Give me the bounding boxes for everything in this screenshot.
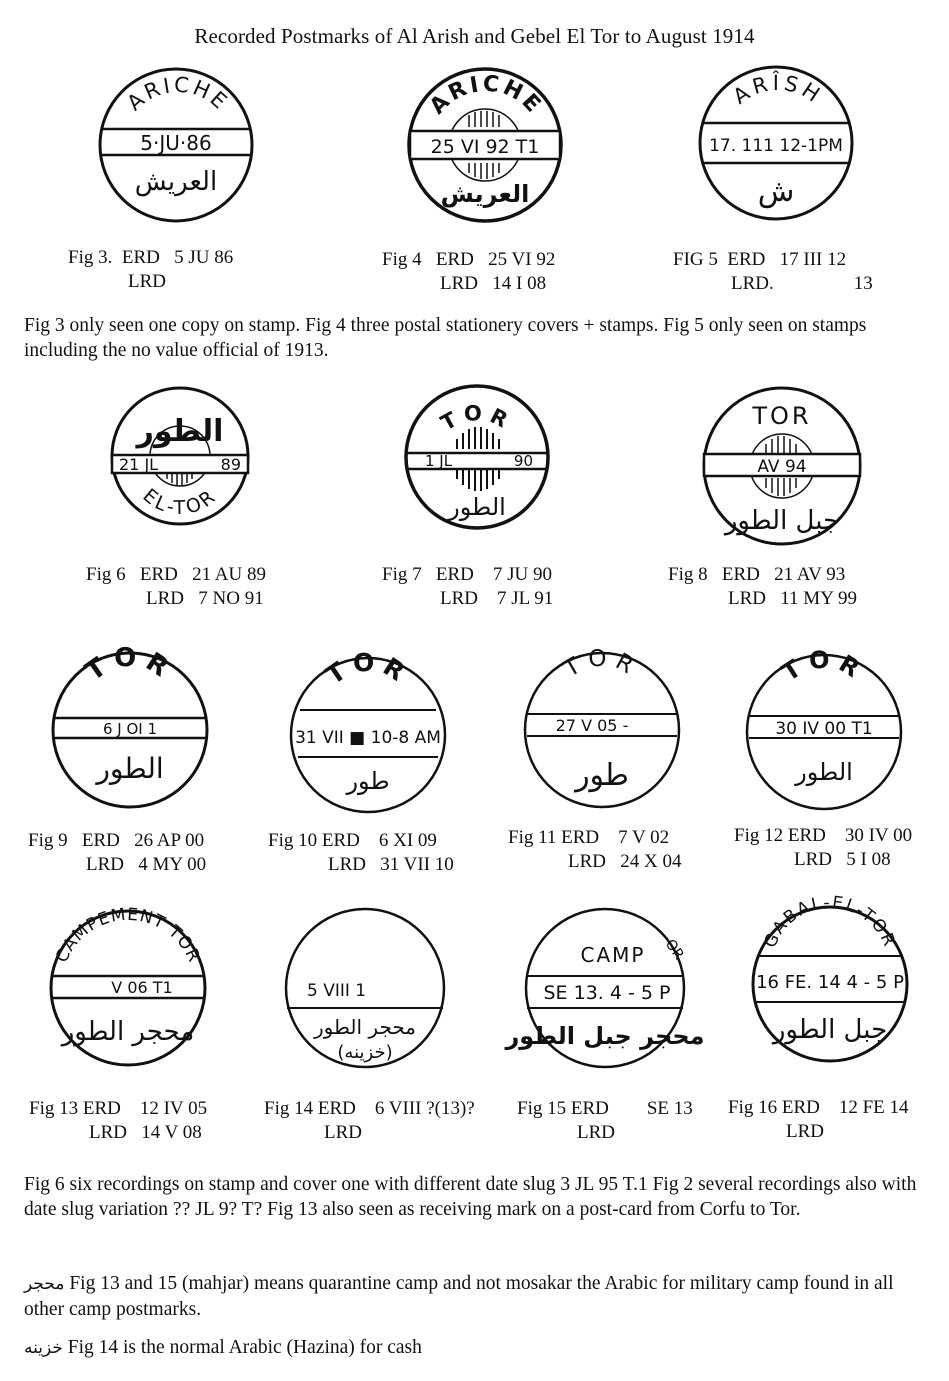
postmark-town: CAMPEMENT TOR (51, 904, 205, 966)
postmark-arabic: محجر الطور (61, 1017, 195, 1047)
postmark-date: AV 94 (757, 457, 807, 477)
fig-label: Fig 6 (86, 564, 126, 585)
postmark-town: EL-TOR (138, 484, 222, 520)
fig-label: Fig 11 (508, 827, 557, 848)
fig-label: Fig 13 (29, 1098, 79, 1119)
arabic-mahjar: محجر (24, 1274, 65, 1294)
caption-fig8: Fig 8 ERD 21 AV 93 LRD 11 MY 99 (668, 564, 857, 609)
caption-fig4: Fig 4 ERD 25 VI 92 LRD 14 I 08 (382, 249, 556, 294)
fig-label: Fig 9 (28, 830, 68, 851)
postmark-arabic: ش (757, 174, 795, 209)
postmark-town: GABAL-EL-TOR (760, 892, 900, 951)
caption-fig11: Fig 11 ERD 7 V 02 LRD 24 X 04 (508, 827, 682, 872)
fig-label: FIG 5 (673, 249, 718, 270)
postmark-date-day: 1 JL (425, 452, 453, 470)
postmark-arabic-cash: (خزينه) (337, 1042, 393, 1063)
postmark-town: ARICHE (122, 72, 234, 116)
postmark-town: TOR (80, 642, 180, 688)
postmark-arabic: محجر الطور (314, 1015, 416, 1039)
postmark-town: TOR (752, 402, 812, 430)
postmark-date: SE 13. 4 - 5 P (543, 982, 671, 1004)
svg-text:EL-TOR (139, 484, 222, 519)
caption-fig15: Fig 15 ERD SE 13 LRD (517, 1098, 693, 1143)
postmark-date: 5·JU·86 (140, 131, 212, 155)
postmark-fig10 (288, 647, 448, 815)
caption-fig16: Fig 16 ERD 12 FE 14 LRD (728, 1097, 909, 1142)
postmark-fig13 (48, 904, 208, 1068)
postmark-date: 17. 111 12-1PM (709, 136, 843, 156)
caption-fig14: Fig 14 ERD 6 VIII ?(13)? LRD (264, 1098, 475, 1143)
fig-label: Fig 10 (268, 830, 318, 851)
caption-fig10: Fig 10 ERD 6 XI 09 LRD 31 VII 10 (268, 830, 454, 875)
postmark-town: TOR (436, 401, 517, 436)
caption-fig5: FIG 5 ERD 17 III 12 LRD. 13 (673, 249, 873, 294)
postmark-fig16 (750, 892, 910, 1064)
note-fig6-fig13: Fig 6 six recordings on stamp and cover one with different date slug 3 JL 95 T.1 Fig 2 several recordings also with date slug variation ?? JL 9? T? Fig 13 also seen as receiving mark on a post-card from Corfu to Tor. (24, 1174, 917, 1220)
svg-text:TOR (80, 643, 179, 687)
postmark-date-year: 89 (220, 455, 241, 474)
fig-label: Fig 14 (264, 1098, 314, 1119)
postmark-arabic: جبل الطور (724, 506, 840, 536)
fig-label: Fig 4 (382, 249, 422, 270)
postmark-fig14 (283, 906, 447, 1070)
postmark-fig11 (522, 645, 682, 810)
fig-label: Fig 7 (382, 564, 422, 585)
svg-text:TOR (437, 401, 517, 435)
postmark-date: V 06 T1 (111, 978, 173, 997)
page-title: Recorded Postmarks of Al Arish and Gebel El Tor to August 1914 (194, 24, 755, 48)
postmark-fig7 (403, 383, 551, 531)
postmark-date-day: 21 JL (119, 455, 159, 474)
postmark-date: 5 VIII 1 (307, 981, 367, 1001)
fig-label: Fig 16 (728, 1097, 778, 1118)
fig-label: Fig 3. (68, 247, 113, 268)
postmark-fig5 (696, 63, 856, 223)
svg-text:TOR (559, 646, 644, 683)
note-figs-3-5: Fig 3 only seen one copy on stamp. Fig 4 three postal stationery covers + stamps. Fig 5 only seen on stamps including the no value official of 1913. (24, 315, 867, 361)
postmark-arabic: العريش (440, 180, 530, 208)
postmark-town-suffix: OR (661, 936, 687, 963)
svg-text:ARICHE (425, 71, 547, 119)
fig-label: Fig 8 (668, 564, 708, 585)
postmark-fig6 (109, 385, 251, 527)
postmark-arabic: محجر جبل الطور (505, 1022, 705, 1050)
postmark-date: 6 J OI 1 (102, 720, 158, 738)
fig-label: Fig 15 (517, 1098, 567, 1119)
postmark-arabic: طور (346, 767, 390, 795)
postmark-fig4 (405, 65, 565, 225)
postmark-arabic: الطور (136, 414, 224, 449)
postmark-arabic: العريش (134, 167, 218, 197)
caption-fig13: Fig 13 ERD 12 IV 05 LRD 14 V 08 (29, 1098, 208, 1143)
note-mahjar: محجر Fig 13 and 15 (mahjar) means quarantine camp and not mosakar the Arabic for military camp found in all other camp postmarks. (24, 1273, 894, 1320)
postmark-town: CAMP (580, 943, 646, 967)
postmark-town: ARICHE (425, 71, 548, 120)
postmark-fig3 (96, 65, 256, 225)
caption-fig3: Fig 3. ERD 5 JU 86 LRD (68, 247, 234, 292)
postmark-arabic: جبل الطور (772, 1015, 888, 1045)
postmark-town: TOR (559, 645, 644, 683)
svg-text:CAMPEMENT TOR (52, 905, 204, 966)
caption-fig7: Fig 7 ERD 7 JU 90 LRD 7 JL 91 (382, 564, 554, 609)
postmark-arabic: الطور (96, 752, 164, 785)
fig-label: Fig 12 (734, 825, 784, 846)
postmark-fig9 (50, 642, 210, 810)
postmark-date: 16 FE. 14 4 - 5 P (756, 972, 904, 993)
arabic-hazina: خزينه (24, 1338, 63, 1358)
caption-fig6: Fig 6 ERD 21 AU 89 LRD 7 NO 91 (86, 564, 267, 609)
postmark-date: 30 IV 00 T1 (775, 719, 873, 739)
postmark-town: TOR (777, 645, 871, 687)
postmark-date-year: 90 (513, 452, 533, 470)
postmark-town: ARÎSH (728, 70, 828, 109)
postmark-arabic: الطور (795, 758, 853, 786)
svg-text:TOR (321, 648, 415, 690)
postmark-arabic: الطور (448, 493, 506, 521)
postmark-date: 27 V 05 - (555, 716, 629, 735)
postmark-fig15 (505, 906, 705, 1070)
caption-fig9: Fig 9 ERD 26 AP 00 LRD 4 MY 00 (28, 830, 207, 875)
postmark-fig8 (700, 384, 864, 548)
note-hazina: خزينه Fig 14 is the normal Arabic (Hazina) for cash (24, 1337, 422, 1358)
postmark-date: 31 VII ■ 10-8 AM (295, 728, 441, 748)
caption-fig12: Fig 12 ERD 30 IV 00 LRD 5 I 08 (734, 825, 913, 870)
postmark-fig12 (744, 645, 904, 812)
postmark-arabic: طور (575, 758, 629, 793)
postmark-town: TOR (320, 647, 415, 691)
postmark-date: 25 VI 92 T1 (430, 136, 540, 158)
svg-text:TOR (777, 646, 870, 687)
svg-text:GABAL-EL-TOR (760, 893, 899, 951)
